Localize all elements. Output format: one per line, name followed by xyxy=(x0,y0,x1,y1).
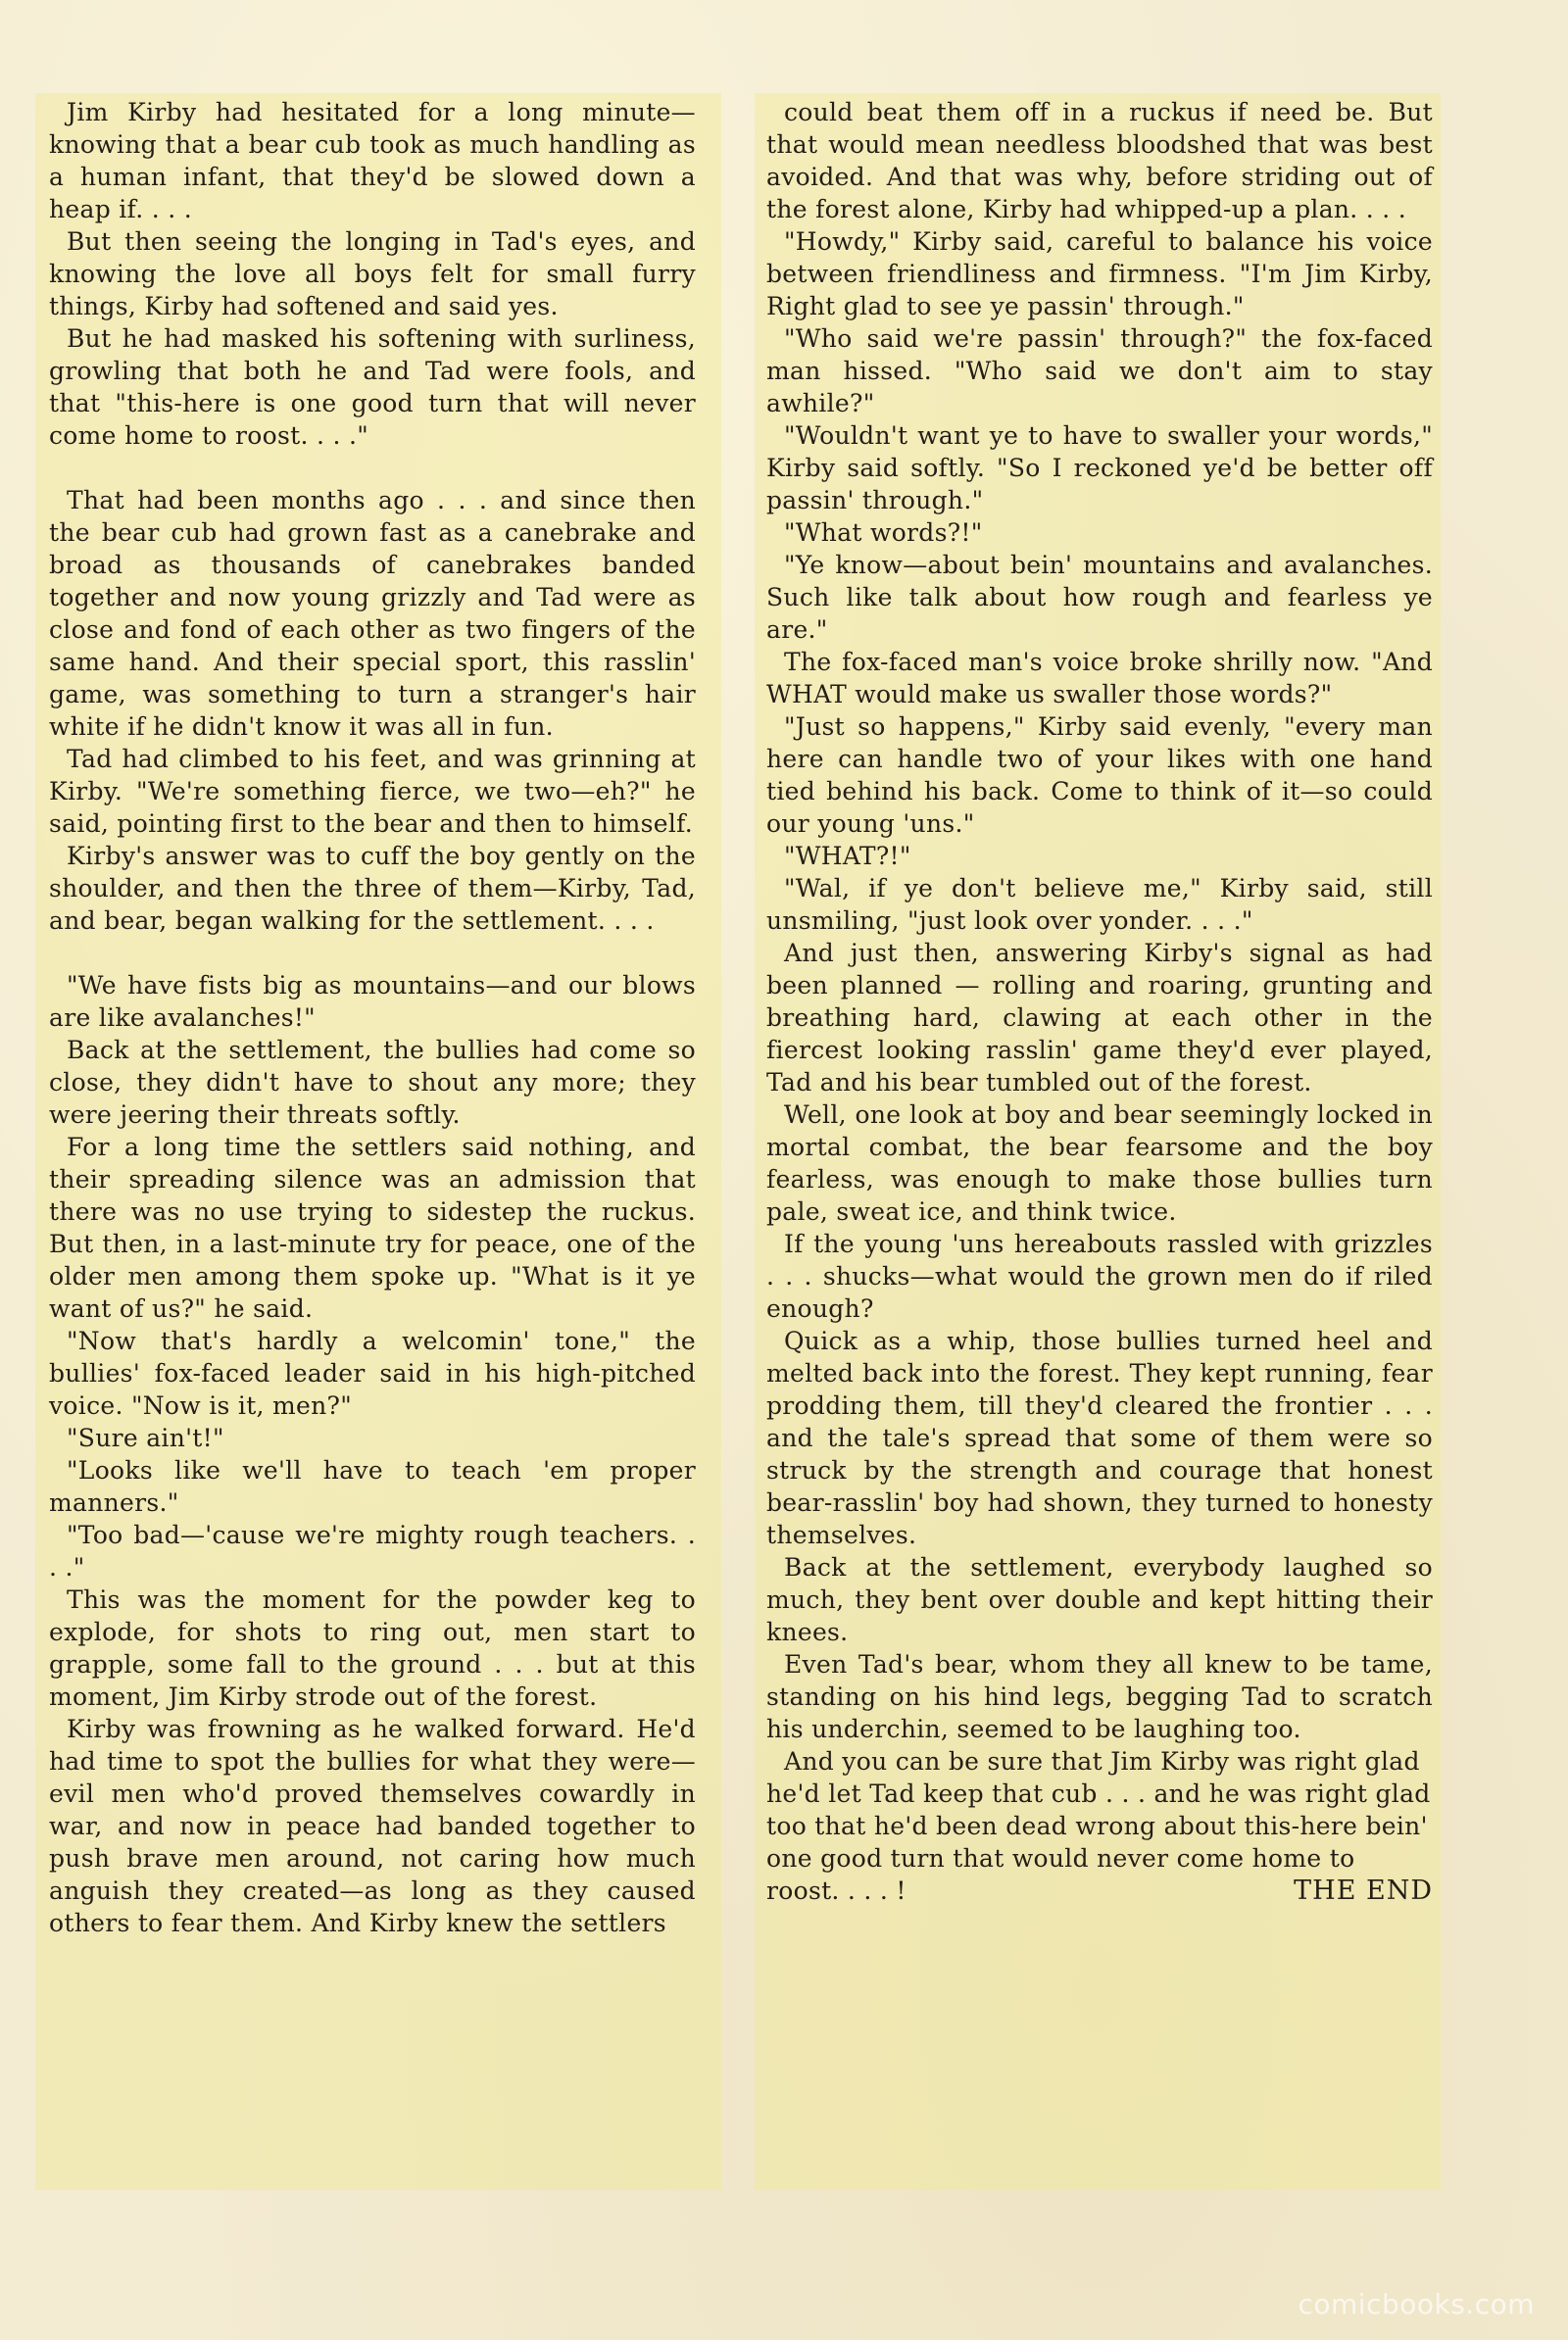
paragraph: This was the moment for the powder keg to explode, for shots to ring out, men start to grapple, some fall to the ground . . . but at this moment, Jim Kirby strode out of the forest. xyxy=(49,1585,696,1711)
paragraph: Quick as a whip, those bullies turned heel and melted back into the forest. They kept running, fear prodding them, till they'd cleared the frontier . . . and the tale's spread that some of them were so struck by the strength and courage that honest bear-rasslin' boy had shown, they turned to honesty themselves. xyxy=(766,1327,1433,1549)
left-text-column xyxy=(49,96,696,1939)
paragraph: But then seeing the longing in Tad's eyes, and knowing the love all boys felt for small furry things, Kirby had softened and said yes. xyxy=(49,227,696,320)
paragraph: Back at the settlement, the bullies had come so close, they didn't have to shout any more; they were jeering their threats softly. xyxy=(49,1036,696,1129)
paragraph: "Wouldn't want ye to have to swaller your words," Kirby said softly. "So I reckoned ye'd be better off passin' through." xyxy=(766,421,1433,514)
paragraph: Jim Kirby had hesitated for a long minute—knowing that a bear cub took as much handling as a human infant, that they'd be slowed down a heap if. . . . xyxy=(49,98,696,223)
site-watermark: comicbooks.com xyxy=(1298,2288,1535,2320)
paragraph: "Who said we're passin' through?" the fox-faced man hissed. "Who said we don't aim to stay awhile?" xyxy=(766,324,1433,417)
the-end-label: THE END xyxy=(1294,1876,1433,1906)
paragraph: "Looks like we'll have to teach 'em proper manners." xyxy=(49,1456,696,1517)
paragraph: Back at the settlement, everybody laughed so much, they bent over double and kept hitting their knees. xyxy=(766,1553,1433,1646)
paragraph: "Wal, if ye don't believe me," Kirby said, still unsmiling, "just look over yonder. . . ." xyxy=(766,874,1433,935)
paragraph: "Ye know—about bein' mountains and avalanches. Such like talk about how rough and fearless ye are." xyxy=(766,551,1433,644)
paragraph: And just then, answering Kirby's signal as had been planned — rolling and roaring, grunting and breathing hard, clawing at each other in the fiercest looking rasslin' game they'd ever played, Tad and his bear tumbled out of the forest. xyxy=(766,939,1433,1097)
paragraph: Even Tad's bear, whom they all knew to be tame, standing on his hind legs, begging Tad to scratch his underchin, seemed to be laughing too. xyxy=(766,1650,1433,1743)
paragraph: "Sure ain't!" xyxy=(67,1424,224,1452)
right-text-column xyxy=(766,96,1433,1907)
final-paragraph xyxy=(766,1745,1433,1907)
paragraph: For a long time the settlers said nothing, and their spreading silence was an admission that there was no use trying to sidestep the ruckus. But then, in a last-minute try for peace, one of the older men among them spoke up. "What is it ye want of us?" he said. xyxy=(49,1133,696,1323)
paragraph: Kirby was frowning as he walked forward. He'd had time to spot the bullies for what they were—evil men who'd proved themselves cowardly in war, and now in peace had banded together to push brave men around, not caring how much anguish they created—as long as they caused others to fear them. And Kirby knew the settlers xyxy=(49,1715,696,1937)
paragraph: "Just so happens," Kirby said evenly, "every man here can handle two of your likes with one hand tied behind his back. Come to think of it—so could our young 'uns." xyxy=(766,712,1433,838)
paragraph: Well, one look at boy and bear seemingly locked in mortal combat, the bear fearsome and the boy fearless, was enough to make those bullies turn pale, sweat ice, and think twice. xyxy=(766,1100,1433,1226)
paragraph: "What words?!" xyxy=(784,518,983,547)
paragraph: If the young 'uns hereabouts rassled with grizzles . . . shucks—what would the grown men do if riled enough? xyxy=(766,1230,1433,1323)
paragraph: "Too bad—'cause we're mighty rough teachers. . . ." xyxy=(49,1521,696,1582)
paragraph: But he had masked his softening with surliness, growling that both he and Tad were fools, and that "this-here is one good turn that will never come home to roost. . . ." xyxy=(49,324,696,450)
paragraph: "Howdy," Kirby said, careful to balance his voice between friendliness and firmness. "I'm Jim Kirby, Right glad to see ye passin' through." xyxy=(766,227,1433,320)
final-paragraph-text: And you can be sure that Jim Kirby was right glad he'd let Tad keep that cub . . . and he was right glad too that he'd been dead wrong about this-here bein' one good turn that would never come home to roost. . . . ! xyxy=(766,1747,1431,1905)
paragraph: could beat them off in a ruckus if need be. But that would mean needless bloodshed that was best avoided. And that was why, before striding out of the forest alone, Kirby had whipped-up a plan. . . . xyxy=(766,98,1433,223)
paragraph: The fox-faced man's voice broke shrilly now. "And WHAT would make us swaller those words?" xyxy=(766,648,1433,708)
paragraph: "We have fists big as mountains—and our blows are like avalanches!" xyxy=(49,971,696,1032)
paragraph: "Now that's hardly a welcomin' tone," the bullies' fox-faced leader said in his high-pitched voice. "Now is it, men?" xyxy=(49,1327,696,1420)
paragraph: Tad had climbed to his feet, and was grinning at Kirby. "We're something fierce, we two—eh?" he said, pointing first to the bear and then to himself. xyxy=(49,745,696,838)
paragraph: Kirby's answer was to cuff the boy gently on the shoulder, and then the three of them—Kirby, Tad, and bear, began walking for the settlement. . . . xyxy=(49,842,696,935)
paragraph: That had been months ago . . . and since then the bear cub had grown fast as a canebrake and broad as thousands of canebrakes banded together and now young grizzly and Tad were as close and fond of each other as two fingers of the same hand. And their special sport, this rasslin' game, was something to turn a stranger's hair white if he didn't know it was all in fun. xyxy=(49,486,696,741)
paragraph: "WHAT?!" xyxy=(784,842,911,870)
